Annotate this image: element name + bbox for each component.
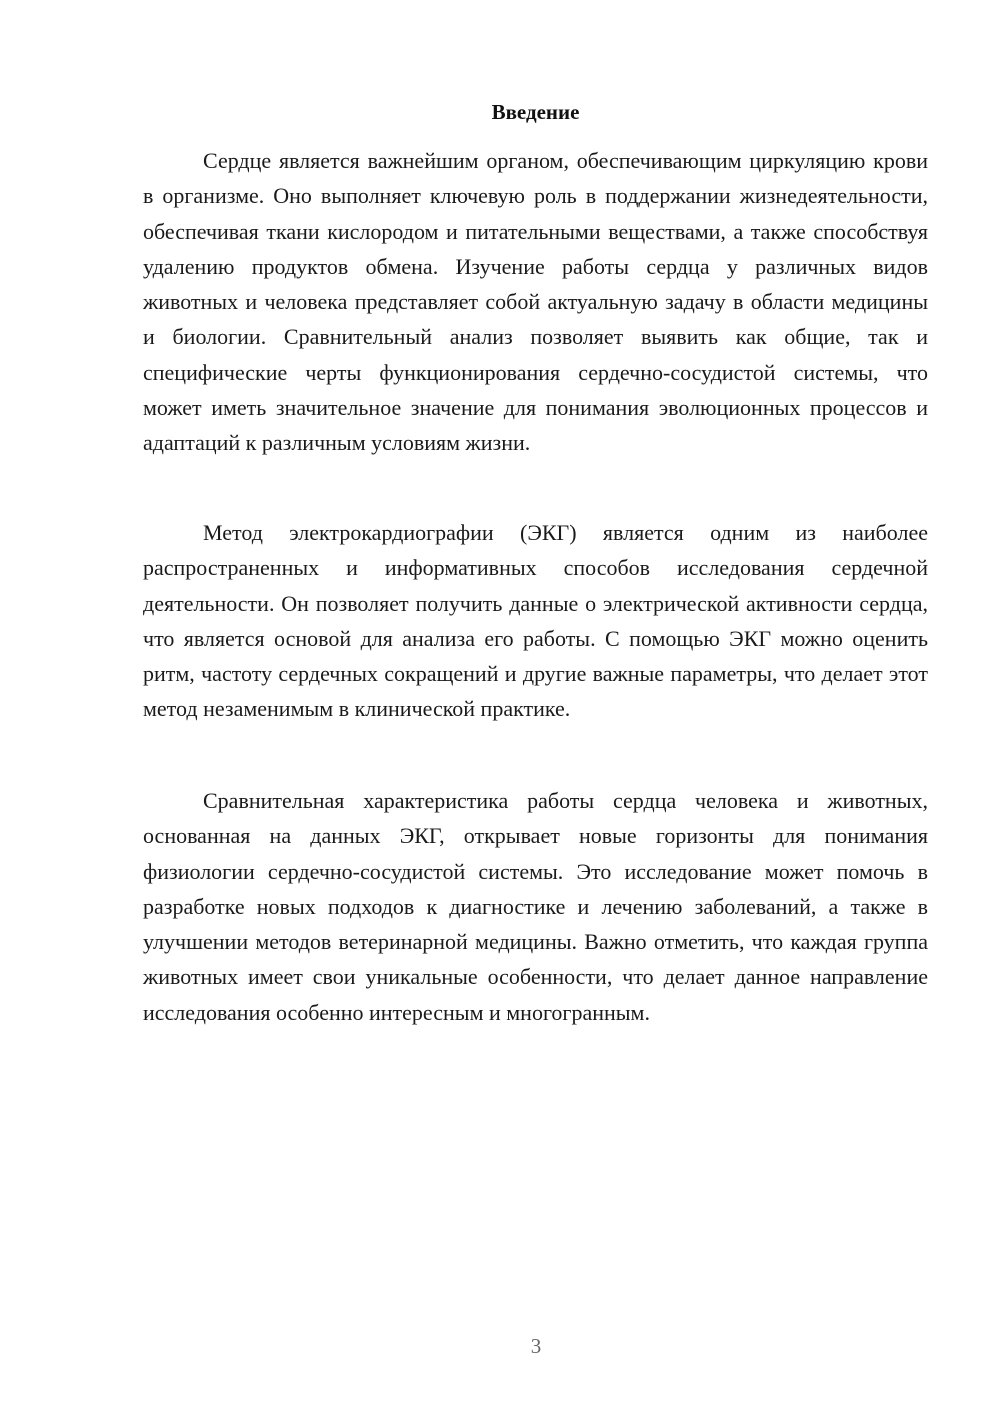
section-heading: Введение [491,100,580,124]
paragraph-ecg-method: Метод электрокардиографии (ЭКГ) является одним из наиболее распространенных и информативных способов исследования сердечной деятельности. Он позволяет получить данные о электрической активности сердца, что является основой для анализа его работы. С помощью ЭКГ можно оценить ритм, частоту сердечных сокращений и другие важные параметры, что делает этот метод незаменимым в клинической практике. [143,520,928,722]
paragraph-intro: Сердце является важнейшим органом, обеспечивающим циркуляцию крови в организме. Оно выполняет ключевую роль в поддержании жизнедеятельности, обеспечивая ткани кислородом и питательными веществами, а также способствуя удалению продуктов обмена. Изучение работы сердца у различных видов животных и человека представляет собой актуальную задачу в области медицины и биологии. Сравнительный анализ позволяет выявить как общие, так и специфические черты функционирования сердечно-сосудистой системы, что может иметь значительное значение для понимания эволюционных процессов и адаптаций к различным условиям жизни. [143,148,928,456]
page-number: 3 [530,1334,542,1358]
paragraph-comparative: Сравнительная характеристика работы сердца человека и животных, основанная на данных ЭКГ, открывает новые горизонты для понимания физиологии сердечно-сосудистой системы. Это исследование может помочь в разработке новых подходов к диагностике и лечению заболеваний, а также в улучшении методов ветеринарной медицины. Важно отметить, что каждая группа животных имеет свои уникальные особенности, что делает данное направление исследования особенно интересным и многогранным. [143,788,928,1025]
